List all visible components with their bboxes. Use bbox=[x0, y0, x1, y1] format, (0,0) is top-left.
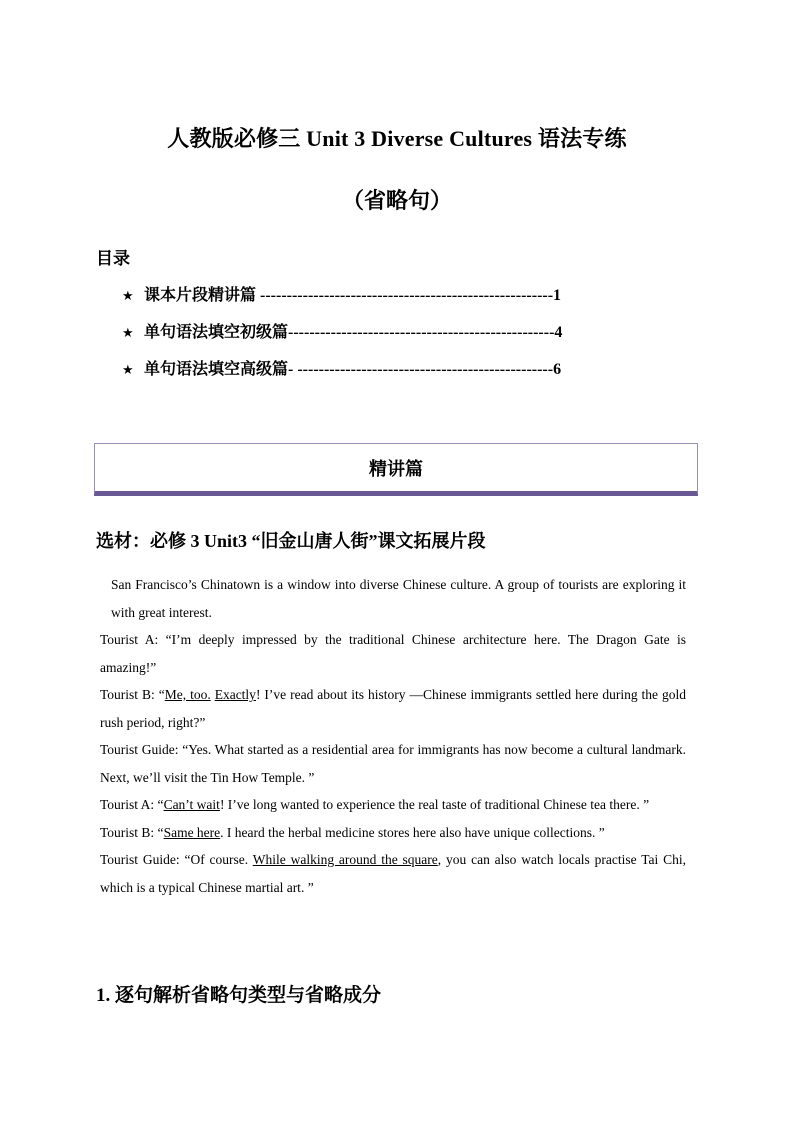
passage-paragraph bbox=[96, 846, 686, 901]
toc-item[interactable] bbox=[122, 356, 642, 393]
text-run: Tourist Guide: “Of course. bbox=[100, 852, 253, 867]
text-run: Tourist B: “ bbox=[100, 824, 164, 840]
underlined-ellipsis: While walking around the square bbox=[252, 852, 438, 867]
star-icon: ★ bbox=[122, 326, 134, 341]
underlined-ellipsis: Exactly bbox=[214, 687, 256, 702]
document-title: 人教版必修三 Unit 3 Diverse Cultures 语法专练 bbox=[167, 126, 627, 151]
toc-item-label: 单句语法填空初级篇--------------------------------------------------4 bbox=[144, 324, 563, 341]
passage-paragraph: San Francisco’s Chinatown is a window into diverse Chinese culture. A group of tourists are exploring it with great interest. bbox=[111, 577, 686, 620]
passage-paragraph: Tourist A: “I’m deeply impressed by the traditional Chinese architecture here. The Dragon Gate is amazing!” bbox=[100, 632, 686, 675]
underlined-ellipsis: Me, too. bbox=[164, 687, 211, 702]
underlined-ellipsis: Same here bbox=[163, 824, 221, 840]
star-icon: ★ bbox=[122, 289, 134, 304]
toc-item[interactable] bbox=[122, 282, 642, 319]
star-icon: ★ bbox=[122, 363, 134, 378]
passage-paragraph bbox=[96, 791, 686, 819]
text-run: . I heard the herbal medicine stores here also have unique collections. ” bbox=[220, 824, 605, 840]
passage bbox=[96, 571, 686, 901]
material-title: 选材：必修 3 Unit3 “旧金山唐人街”课文拓展片段 bbox=[96, 531, 486, 551]
document-subtitle: （省略句） bbox=[341, 188, 452, 213]
section-header-title: 精讲篇 bbox=[369, 459, 423, 479]
toc-item-label: 课本片段精讲篇 -------------------------------------------------------1 bbox=[144, 287, 562, 304]
section-header-box bbox=[94, 443, 698, 496]
text-run: Tourist B: “ bbox=[100, 687, 165, 702]
passage-paragraph bbox=[96, 819, 686, 847]
toc-list bbox=[122, 282, 642, 393]
toc-heading: 目录 bbox=[96, 249, 130, 268]
text-run: ! I’ve read about its history —Chinese immigrants settled here during the gold rush period, right?” bbox=[100, 687, 687, 730]
toc-item[interactable] bbox=[122, 319, 642, 356]
toc-item-label: 单句语法填空高级篇- ------------------------------------------------6 bbox=[144, 361, 562, 378]
text-run: ! I’ve long wanted to experience the real taste of traditional Chinese tea there. ” bbox=[219, 797, 650, 812]
subsection-title: 1. 逐句解析省略句类型与省略成分 bbox=[96, 985, 382, 1006]
passage-paragraph bbox=[96, 681, 686, 736]
underlined-ellipsis: Can’t wait bbox=[163, 797, 220, 812]
text-run: , you can also watch locals practise Tai Chi, which is a typical Chinese martial art. ” bbox=[100, 852, 686, 895]
text-run: Tourist A: “ bbox=[100, 797, 164, 812]
passage-paragraph: Tourist Guide: “Yes. What started as a residential area for immigrants has now become a cultural landmark. Next, we’ll visit the Tin How Temple. ” bbox=[100, 742, 686, 785]
